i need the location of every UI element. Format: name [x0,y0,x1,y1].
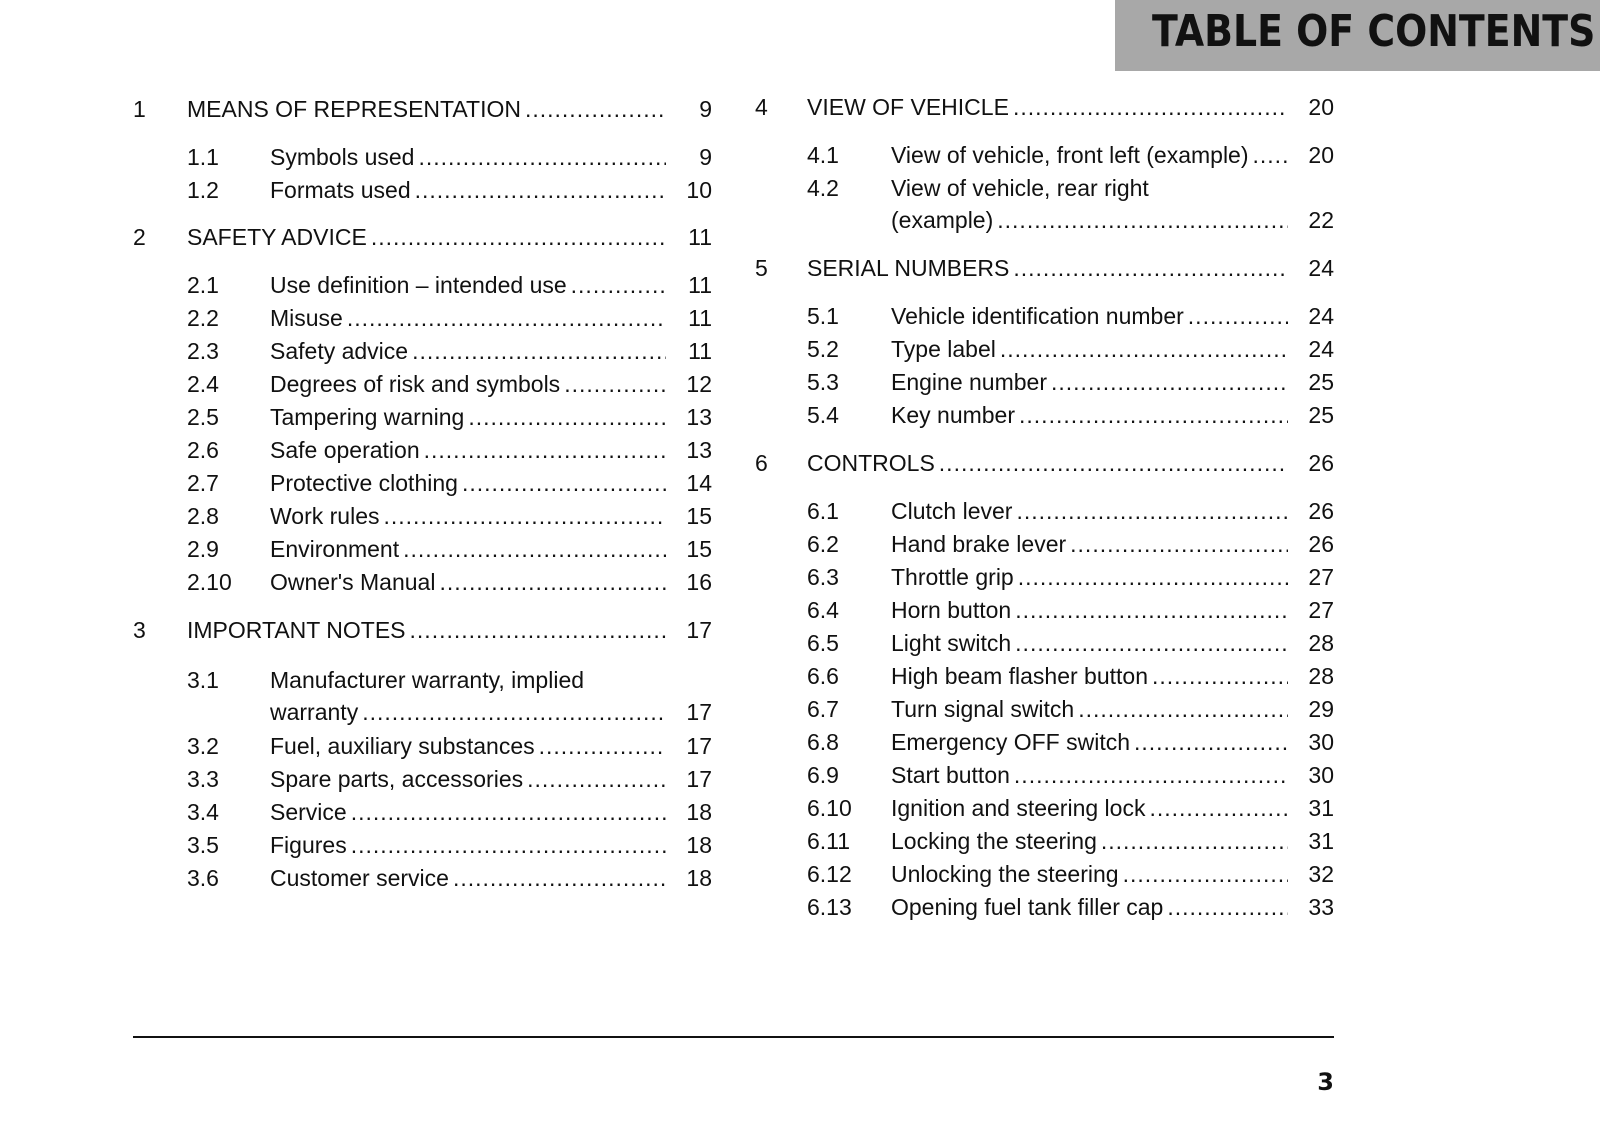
toc-entry-title: Formats used [270,177,411,203]
dot-leader [1078,694,1288,724]
toc-section-entry[interactable] [0,529,1334,559]
toc-entry-title: Ignition and steering lock [891,795,1146,821]
dot-leader [1019,400,1288,430]
toc-entry-page: 30 [1308,729,1334,755]
toc-entry-number: 5.3 [807,369,839,395]
toc-entry-number: 5 [755,255,768,281]
toc-entry-number: 2 [133,224,146,250]
dot-leader [997,205,1288,235]
dot-leader [1051,367,1288,397]
toc-entry-title: Key number [891,402,1016,428]
toc-entry-number: 2.2 [187,305,219,331]
toc-entry-number: 6.6 [807,663,839,689]
toc-entry-title: warranty [270,699,359,725]
toc-entry-page: 16 [686,569,712,595]
toc-entry-page: 10 [686,177,712,203]
toc-entry-title: Environment [270,536,400,562]
toc-entry-page: 31 [1308,828,1334,854]
dot-leader [1188,301,1288,331]
toc-entry-number: 2.7 [187,470,219,496]
toc-entry-number: 2.4 [187,371,219,397]
toc-entry-number: 5.1 [807,303,839,329]
toc-entry-number: 6 [755,450,768,476]
toc-entry-page: 32 [1308,861,1334,887]
toc-entry-title: IMPORTANT NOTES [187,617,406,643]
toc-entry-number: 5.2 [807,336,839,362]
toc-entry-page: 18 [686,832,712,858]
toc-entry-title: Degrees of risk and symbols [270,371,561,397]
toc-entry-title: Engine number [891,369,1047,395]
toc-section-entry[interactable] [0,140,1334,170]
dot-leader [1018,562,1288,592]
toc-section-entry[interactable] [0,175,712,205]
toc-entry-page: 20 [1308,142,1334,168]
toc-entry-page: 15 [686,503,712,529]
toc-entry-page: 26 [1308,498,1334,524]
toc-section-entry[interactable] [0,859,1334,889]
toc-entry-title: Start button [891,762,1010,788]
dot-leader [1013,253,1288,283]
toc-entry-number: 3 [133,617,146,643]
toc-chapter-entry[interactable] [0,448,1334,478]
toc-section-entry[interactable] [0,760,1334,790]
toc-entry-title: CONTROLS [807,450,935,476]
toc-entry-title: (example) [891,207,994,233]
toc-entry-number: 6.1 [807,498,839,524]
toc-entry-page: 28 [1308,663,1334,689]
toc-entry-page: 11 [688,305,712,331]
toc-entry-title: Fuel, auxiliary substances [270,733,535,759]
page-number: 3 [1317,1068,1334,1096]
toc-entry-number: 4.2 [807,175,839,201]
toc-entry-number: 6.11 [807,828,851,854]
toc-entry-title: High beam flasher button [891,663,1148,689]
toc-entry-page: 13 [686,404,712,430]
toc-section-entry[interactable] [0,400,1334,430]
toc-entry-number: 2.1 [187,272,219,298]
toc-entry-title: Throttle grip [891,564,1014,590]
dot-leader [1013,92,1288,122]
toc-entry-title: Use definition – intended use [270,272,567,298]
dot-leader [1253,140,1288,170]
toc-entry-page: 17 [686,699,712,725]
toc-entry-page: 27 [1308,564,1334,590]
toc-entry-number: 6.7 [807,696,839,722]
toc-entry-title: VIEW OF VEHICLE [807,94,1009,120]
toc-entry-title-first-line: Manufacturer warranty, implied [270,667,585,693]
toc-entry-page: 14 [686,470,712,496]
toc-entry-title: Light switch [891,630,1012,656]
dot-leader [1134,727,1288,757]
toc-entry-number: 6.5 [807,630,839,656]
toc-entry-title: Service [270,799,347,825]
toc-section-entry[interactable] [0,892,1334,922]
toc-entry-page: 12 [686,371,712,397]
toc-section-entry[interactable] [0,334,1334,364]
toc-entry-page: 25 [1308,369,1334,395]
toc-entry-page: 15 [686,536,712,562]
dot-leader [1016,496,1288,526]
toc-entry-number: 6.3 [807,564,839,590]
toc-entry-page: 28 [1308,630,1334,656]
toc-entry-title: View of vehicle, front left (example) [891,142,1249,168]
toc-entry-number: 4.1 [807,142,839,168]
toc-entry-number: 6.12 [807,861,852,887]
toc-entry-title: Turn signal switch [891,696,1075,722]
toc-section-entry[interactable] [0,562,1334,592]
toc-entry-page: 18 [686,865,712,891]
toc-entry-page: 29 [1308,696,1334,722]
dot-leader [1015,628,1288,658]
toc-entry-number: 2.8 [187,503,219,529]
toc-entry-page: 17 [686,766,712,792]
toc-entry-page: 24 [1308,255,1334,281]
toc-entry-title: Horn button [891,597,1012,623]
toc-entry-page: 11 [688,272,712,298]
toc-entry-number: 1 [133,96,146,122]
footer-divider [133,1036,1334,1038]
toc-entry-number: 6.4 [807,597,839,623]
toc-entry-title: SAFETY ADVICE [187,224,367,250]
toc-entry-number: 6.2 [807,531,839,557]
page-title: TABLE OF CONTENTS [1152,6,1596,57]
toc-entry-title: Type label [891,336,996,362]
toc-section-entry[interactable] [0,301,1334,331]
toc-entry-page: 30 [1308,762,1334,788]
toc-entry-title: Misuse [270,305,343,331]
toc-entry-number: 3.3 [187,766,219,792]
toc-entry-number: 6.8 [807,729,839,755]
toc-entry-number: 2.6 [187,437,219,463]
toc-entry-page: 11 [688,338,712,364]
toc-entry-title: Work rules [270,503,380,529]
toc-entry-page: 26 [1308,450,1334,476]
dot-leader [1015,595,1288,625]
toc-entry-number: 6.9 [807,762,839,788]
toc-entry-title: Spare parts, accessories [270,766,524,792]
toc-entry-number: 2.9 [187,536,219,562]
toc-entry-page: 9 [699,96,712,122]
toc-entry-page: 18 [686,799,712,825]
toc-entry-title: Vehicle identification number [891,303,1184,329]
toc-entry-title: MEANS OF REPRESENTATION [187,96,521,122]
toc-section-entry[interactable] [0,628,1334,658]
toc-section-entry[interactable] [0,661,1334,691]
dot-leader [1123,859,1288,889]
toc-entry-number: 3.1 [187,667,219,693]
dot-leader [1101,826,1288,856]
toc-entry-title: Emergency OFF switch [891,729,1130,755]
toc-entry-number: 2.3 [187,338,219,364]
dot-leader [1152,661,1288,691]
toc-section-entry[interactable] [0,793,1334,823]
dot-leader [1014,760,1288,790]
toc-entry-title: Safe operation [270,437,420,463]
toc-entry-page: 33 [1308,894,1334,920]
toc-chapter-entry[interactable] [0,92,1334,122]
toc-entry-page: 22 [1308,207,1334,233]
toc-entry-title: Owner's Manual [270,569,436,595]
toc-entry-page: 31 [1308,795,1334,821]
toc-entry-page: 9 [699,144,712,170]
toc-entry-title: Hand brake lever [891,531,1067,557]
dot-leader [1000,334,1288,364]
toc-section-entry[interactable] [0,826,1334,856]
toc-entry-page: 24 [1308,336,1334,362]
toc-entry-number: 2.5 [187,404,219,430]
dot-leader [939,448,1288,478]
toc-entry-title: Unlocking the steering [891,861,1119,887]
toc-entry-number: 1.2 [187,177,219,203]
toc-entry-title: Symbols used [270,144,415,170]
toc-entry-page: 17 [686,617,712,643]
toc-entry-title: Customer service [270,865,449,891]
toc-entry-number: 6.10 [807,795,852,821]
toc-entry-number: 5.4 [807,402,839,428]
toc-entry-page: 13 [686,437,712,463]
dot-leader [1167,892,1288,922]
toc-entry-number: 3.6 [187,865,219,891]
toc-entry-page: 20 [1308,94,1334,120]
toc-entry-title: Safety advice [270,338,409,364]
toc-entry-title: SERIAL NUMBERS [807,255,1010,281]
toc-chapter-entry[interactable] [0,253,1334,283]
toc-entry-page: 27 [1308,597,1334,623]
toc-entry-number: 4 [755,94,768,120]
toc-entry-page: 11 [688,224,712,250]
toc-entry-page: 17 [686,733,712,759]
dot-leader [1070,529,1288,559]
toc-entry-title: Opening fuel tank filler cap [891,894,1164,920]
toc-entry-title: Locking the steering [891,828,1097,854]
toc-entry-number: 1.1 [187,144,219,170]
toc-entry-page: 26 [1308,531,1334,557]
toc-section-entry[interactable] [0,727,1334,757]
toc-entry-number: 6.13 [807,894,852,920]
toc-entry-title: Protective clothing [270,470,458,496]
toc-section-entry[interactable] [0,496,1334,526]
toc-entry-title: Tampering warning [270,404,465,430]
toc-entry-page: 24 [1308,303,1334,329]
toc-entry-title-first-line: View of vehicle, rear right [891,175,1149,201]
toc-section-entry[interactable] [0,694,1334,724]
toc-entry-number: 3.4 [187,799,219,825]
toc-entry-number: 3.2 [187,733,219,759]
dot-leader [1149,793,1288,823]
toc-section-entry[interactable] [0,595,1334,625]
toc-entry-title: Figures [270,832,347,858]
toc-section-entry[interactable] [0,205,1334,235]
toc-entry-page: 25 [1308,402,1334,428]
toc-entry-number: 2.10 [187,569,232,595]
toc-entry-number: 3.5 [187,832,219,858]
toc-section-entry[interactable] [0,367,1334,397]
toc-entry-title: Clutch lever [891,498,1013,524]
dot-leader [415,175,666,205]
